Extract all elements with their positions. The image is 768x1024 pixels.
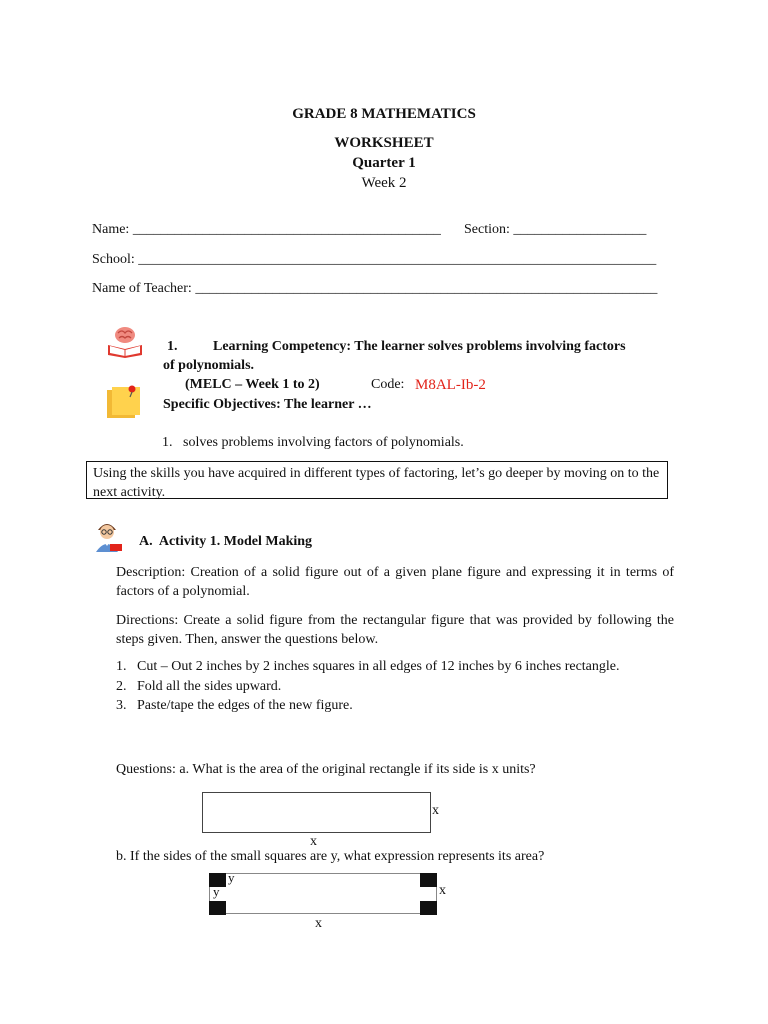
objectives-heading: Specific Objectives: The learner …: [163, 397, 372, 412]
corner-square-bottom-right: [420, 901, 437, 915]
question-a: Questions: a. What is the area of the original rectangle if its side is x units?: [116, 762, 536, 777]
competency-text: Learning Competency: The learner solves problems involving factors: [213, 339, 626, 354]
instruction-box-text: Using the skills you have acquired in different types of factoring, let’s go deeper by moving on to the next activity.: [93, 466, 660, 500]
activity-directions: Directions: Create a solid figure from the rectangular figure that was provided by following the steps given. Then, answer the questions below.: [116, 613, 674, 647]
objective-item: 1. solves problems involving factors of polynomials.: [162, 435, 464, 450]
melc-label: (MELC – Week 1 to 2): [185, 377, 320, 392]
section-field[interactable]: Section: ___________________: [464, 222, 647, 237]
brain-book-icon: [104, 323, 146, 359]
rect-a-side-label: x: [432, 803, 439, 818]
step-2: 2. Fold all the sides upward.: [116, 679, 282, 694]
week-label: Week 2: [361, 175, 407, 191]
sticky-note-pin-icon: [104, 382, 142, 420]
instruction-box: [86, 461, 668, 499]
student-icon: [88, 518, 126, 554]
competency-number: 1.: [167, 339, 178, 354]
step-1: 1. Cut – Out 2 inches by 2 inches squares in all edges of 12 inches by 6 inches rectangle.: [116, 659, 620, 674]
step-3: 3. Paste/tape the edges of the new figure.: [116, 698, 353, 713]
worksheet-label: WORKSHEET: [334, 135, 434, 151]
corner-square-bottom-left: [209, 901, 226, 915]
teacher-field[interactable]: Name of Teacher: __________________________________________________________________: [92, 281, 658, 296]
code-value: M8AL-Ib-2: [415, 377, 486, 393]
square-side-label: y: [213, 884, 220, 899]
cutout-rectangle: [209, 873, 437, 914]
competency-text-cont: of polynomials.: [163, 358, 255, 373]
activity-description: Description: Creation of a solid figure out of a given plane figure and expressing it in terms of factors of a polynomial.: [116, 565, 674, 599]
corner-square-top-right: [420, 873, 437, 887]
original-rectangle: [202, 792, 431, 833]
school-field[interactable]: School: __________________________________________________________________________: [92, 252, 657, 267]
rect-b-bottom-label: x: [315, 916, 322, 931]
rect-a-bottom-label: x: [310, 834, 317, 849]
code-label: Code:: [371, 377, 405, 392]
square-top-label: y: [228, 870, 235, 885]
worksheet-title: GRADE 8 MATHEMATICS: [292, 106, 476, 122]
name-field[interactable]: Name: ____________________________________________: [92, 222, 441, 237]
rect-b-side-label: x: [439, 883, 446, 898]
activity-heading: A. Activity 1. Model Making: [139, 534, 313, 549]
question-b: b. If the sides of the small squares are y, what expression represents its area?: [116, 849, 545, 864]
quarter-label: Quarter 1: [352, 155, 416, 171]
